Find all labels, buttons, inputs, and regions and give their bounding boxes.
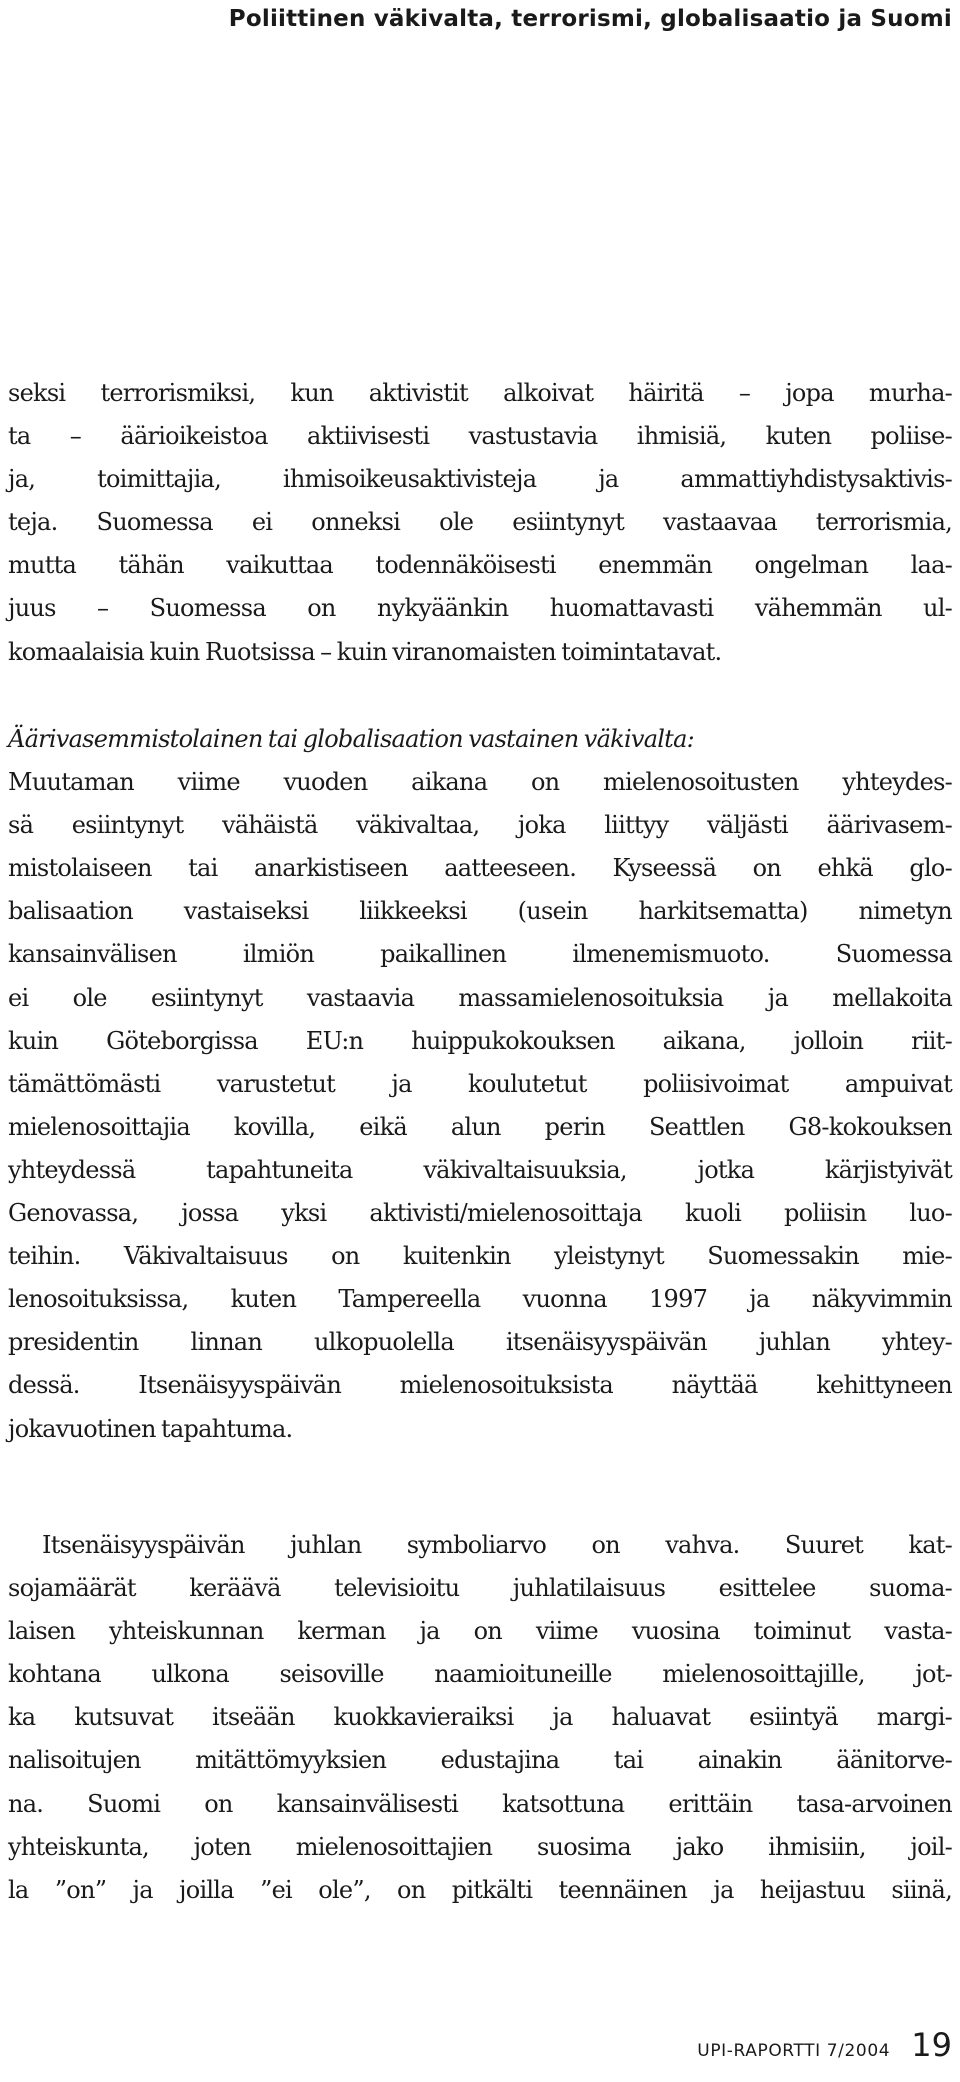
page-footer [697,2026,952,2064]
text-line: ja, toimittajia, ihmisoikeusaktivisteja ja ammattiyhdistysaktivis- [8,465,952,494]
text-line: mutta tähän vaikuttaa todennäköisesti enemmän ongelman laa- [8,551,952,580]
text-line: Itsenäisyyspäivän juhlan symboliarvo on vahva. Suuret kat- [42,1531,952,1559]
running-header: Poliittinen väkivalta, terrorismi, globalisaatio ja Suomi [228,6,952,32]
text-line: mistolaiseen tai anarkistiseen aatteeseen. Kyseessä on ehkä glo- [8,854,952,883]
text-line: yhteydessä tapahtuneita väkivaltaisuuksia, jotka kärjistyivät [8,1155,952,1184]
text-line: ta – äärioikeistoa aktiivisesti vastustavia ihmisiä, kuten poliise- [8,422,952,451]
text-line: la ”on” ja joilla ”ei ole”, on pitkälti teennäinen ja heijastuu siinä, [8,1875,952,1904]
text-line: kuin Göteborgissa EU:n huippukokouksen aikana, jolloin riit- [8,1026,952,1055]
text-line: balisaation vastaiseksi liikkeeksi (usein harkitsematta) nimetyn [8,897,952,926]
paragraph-continued [8,372,952,674]
text-line: sä esiintynyt vähäistä väkivaltaa, joka liittyy väljästi äärivasem- [8,811,952,840]
paragraph-independence-day [8,1524,952,1912]
text-line: seksi terrorismiksi, kun aktivistit alkoivat häiritä – jopa murha- [8,379,952,407]
text-line: teja. Suomessa ei onneksi ole esiintynyt vastaavaa terrorismia, [8,508,952,537]
text-line: presidentin linnan ulkopuolella itsenäisyyspäivän juhlan yhtey- [8,1328,952,1357]
text-line: Genovassa, jossa yksi aktivisti/mielenosoittaja kuoli poliisin luo- [8,1199,952,1228]
publication-label: UPI-RAPORTTI 7/2004 [697,2041,891,2061]
text-line: laisen yhteiskunnan kerman ja on viime vuosina toiminut vasta- [8,1617,952,1646]
section-heading: Äärivasemmistolainen tai globalisaation vastainen väkivalta: [8,725,694,753]
text-line: ei ole esiintynyt vastaavia massamielenosoituksia ja mellakoita [8,983,952,1012]
section-leftist-violence [8,718,952,1451]
text-line: na. Suomi on kansainvälisesti katsottuna erittäin tasa-arvoinen [8,1789,952,1818]
text-line: yhteiskunta, joten mielenosoittajien suosima jako ihmisiin, joil- [8,1832,952,1861]
text-line: sojamäärät keräävä televisioitu juhlatilaisuus esittelee suoma- [8,1574,952,1603]
text-line: teihin. Väkivaltaisuus on kuitenkin yleistynyt Suomessakin mie- [8,1242,952,1271]
text-line: juus – Suomessa on nykyäänkin huomattavasti vähemmän ul- [8,594,952,623]
text-line: kohtana ulkona seisoville naamioituneille mielenosoittajille, jot- [8,1660,952,1689]
page-number: 19 [911,2026,952,2064]
text-line: mielenosoittajia kovilla, eikä alun perin Seattlen G8-kokouksen [8,1112,952,1141]
text-line: komaalaisia kuin Ruotsissa – kuin viranomaisten toimintatavat. [8,637,722,666]
text-line: Muutaman viime vuoden aikana on mielenosoitusten yhteydes- [8,768,952,797]
text-line: jokavuotinen tapahtuma. [8,1414,293,1443]
text-line: kansainvälisen ilmiön paikallinen ilmenemismuoto. Suomessa [8,940,952,969]
text-line: lenosoituksissa, kuten Tampereella vuonna 1997 ja näkyvimmin [8,1285,952,1314]
text-line: dessä. Itsenäisyyspäivän mielenosoituksista näyttää kehittyneen [8,1371,952,1400]
text-line: nalisoitujen mitättömyyksien edustajina tai ainakin äänitorve- [8,1746,952,1775]
text-line: ka kutsuvat itseään kuokkavieraiksi ja haluavat esiintyä margi- [8,1703,952,1732]
text-line: tämättömästi varustetut ja koulutetut poliisivoimat ampuivat [8,1069,952,1098]
